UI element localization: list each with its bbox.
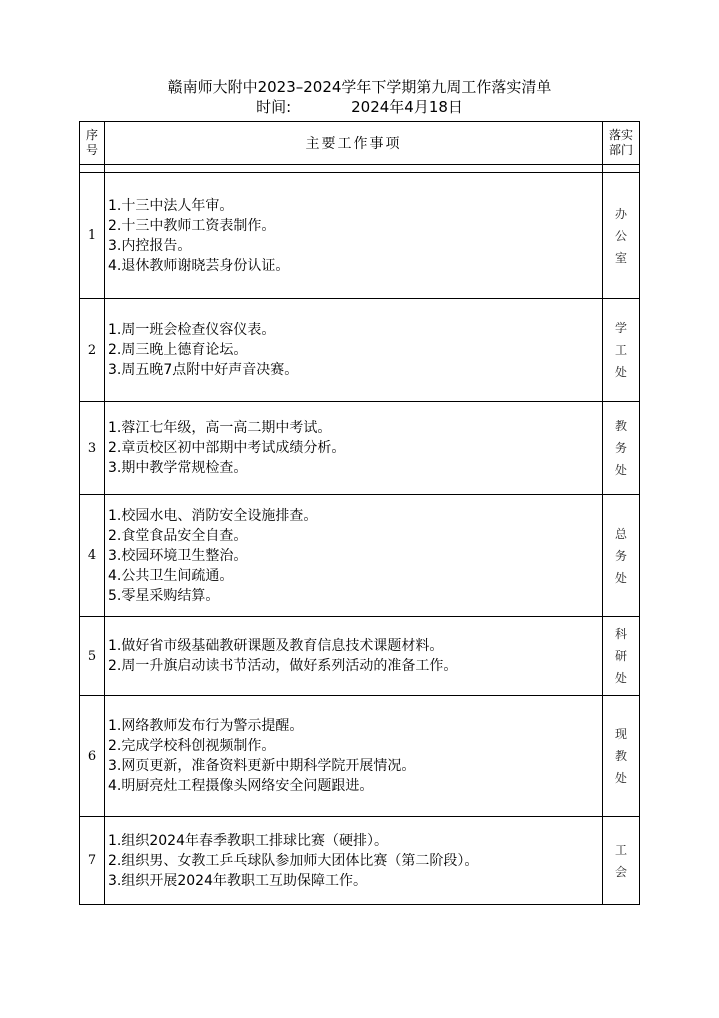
department-char: 工 [614,343,627,357]
department-char: 教 [614,749,627,763]
task-item: 1.做好省市级基础教研课题及教育信息技术课题材料。 [108,638,444,654]
task-item: 1.网络教师发布行为警示提醒。 [108,718,304,734]
task-list [105,617,603,696]
task-item: 4.公共卫生间疏通。 [108,567,234,584]
task-list [105,696,603,817]
department [603,817,640,905]
row-number: 2 [80,299,105,402]
department-char: 务 [614,441,627,455]
table-row [80,299,640,402]
task-item: 2.组织男、女教工乒乓球队参加师大团体比赛（第二阶段）。 [108,852,479,869]
table-row [80,617,640,696]
table-row [80,817,640,905]
task-list [105,173,603,299]
task-item: 2.完成学校科创视频制作。 [108,738,276,754]
task-item: 2.周一升旗启动读书节活动，做好系列活动的准备工作。 [108,658,458,674]
department [603,173,640,299]
department-char: 处 [614,365,627,379]
row-number: 4 [80,495,105,617]
task-item: 2.章贡校区初中部期中考试成绩分析。 [108,440,346,456]
department-char: 处 [614,671,627,685]
department-char: 办 [614,206,627,221]
header-num [80,122,105,165]
department-char: 教 [614,419,627,433]
task-item: 4.明厨亮灶工程摄像头网络安全问题跟进。 [108,778,374,794]
department-char: 务 [614,548,627,563]
row-number: 5 [80,617,105,696]
department [603,696,640,817]
task-list [105,402,603,495]
department-char: 工 [614,842,627,857]
department [603,617,640,696]
table-row [80,402,640,495]
task-item: 3.校园环境卫生整治。 [108,547,248,564]
date-line [0,96,719,117]
task-item: 2.周三晚上德育论坛。 [108,342,248,358]
task-item: 1.校园水电、消防安全设施排查。 [108,507,318,524]
date-value: 2024年4月18日 [351,98,463,116]
table-row [80,696,640,817]
task-item: 1.十三中法人年审。 [108,197,234,214]
header-dept-line: 部门 [608,143,633,157]
department-char: 处 [614,463,627,477]
department-char: 现 [614,727,627,741]
header-num-line: 序 [85,128,98,142]
header-num-line: 号 [85,143,98,157]
task-list [105,817,603,905]
work-table [79,121,640,905]
table-header-row [80,122,640,165]
task-item: 1.组织2024年春季教职工排球比赛（硬排）。 [108,832,388,849]
task-item: 4.退休教师谢晓芸身份认证。 [108,257,290,274]
task-item: 3.组织开展2024年教职工互助保障工作。 [108,872,367,889]
header-dept-line: 落实 [608,128,633,142]
task-item: 1.周一班会检查仪容仪表。 [108,322,276,338]
task-list [105,299,603,402]
department-char: 处 [614,570,627,585]
task-item: 2.十三中教师工资表制作。 [108,217,276,234]
department [603,402,640,495]
department-char: 会 [614,864,627,879]
department-char: 总 [614,526,627,541]
department-char: 学 [614,321,627,335]
header-main: 主要工作事项 [105,122,603,165]
department [603,495,640,617]
table-row [80,495,640,617]
table-row [80,173,640,299]
task-item: 3.网页更新，准备资料更新中期科学院开展情况。 [108,758,416,774]
department-char: 处 [614,771,627,785]
document-title: 赣南师大附中2023–2024学年下学期第九周工作落实清单 [167,78,552,96]
task-list [105,495,603,617]
row-number: 6 [80,696,105,817]
task-item: 5.零星采购结算。 [108,587,220,604]
spacer-row [80,165,640,173]
task-item: 3.周五晚7点附中好声音决赛。 [108,362,299,378]
date-label: 时间: [256,98,292,116]
row-number: 3 [80,402,105,495]
row-number: 7 [80,817,105,905]
department [603,299,640,402]
header-dept [603,122,640,165]
task-item: 2.食堂食品安全自查。 [108,527,248,544]
department-char: 室 [614,250,627,265]
department-char: 科 [614,627,627,641]
task-item: 1.蓉江七年级，高一高二期中考试。 [108,420,332,436]
department-char: 研 [614,649,627,663]
row-number: 1 [80,173,105,299]
department-char: 公 [614,228,627,243]
task-item: 3.期中教学常规检查。 [108,460,248,476]
task-item: 3.内控报告。 [108,237,192,254]
